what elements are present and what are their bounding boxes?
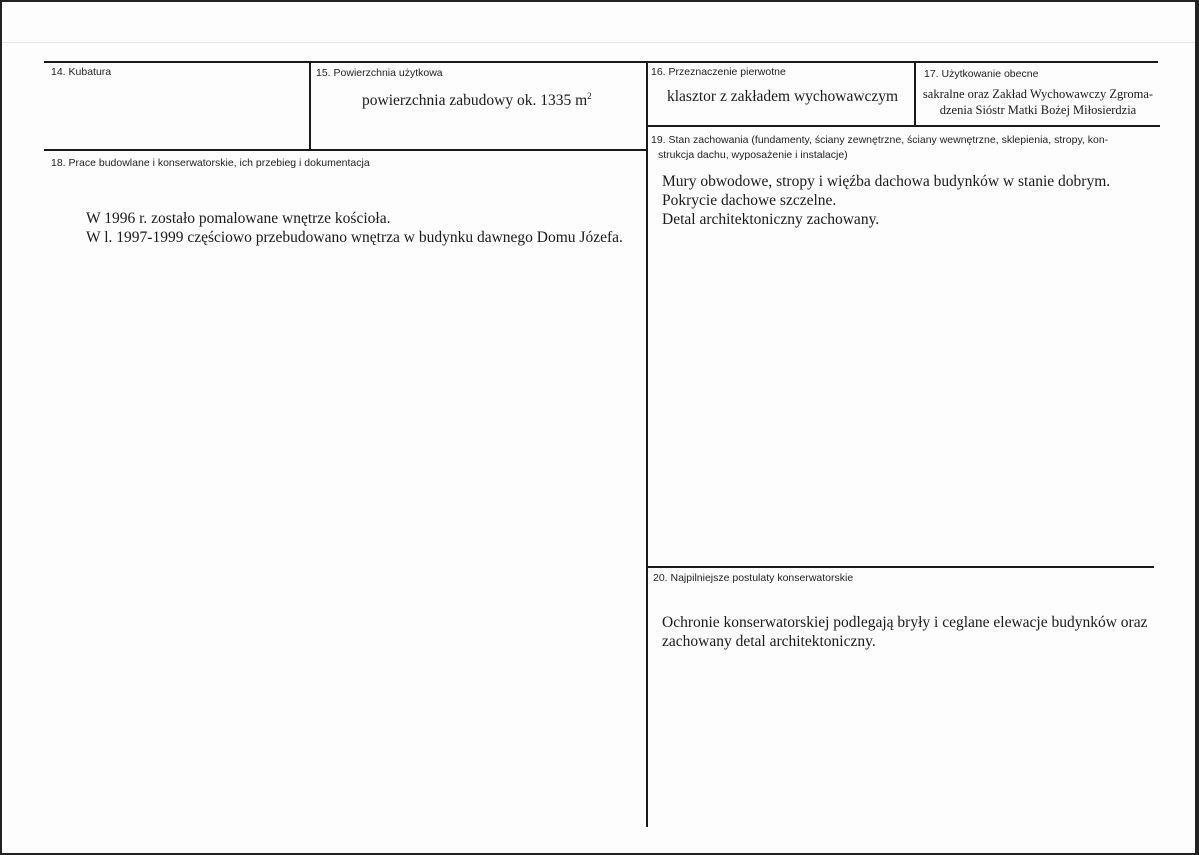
field-20-label: 20. Najpilniejsze postulaty konserwatorskie [653,572,854,584]
field-18-value [86,209,623,247]
field-19-value [662,172,1110,229]
field-19-label-line: 19. Stan zachowania (fundamenty, ściany zewnętrzne, ściany wewnętrzne, sklepienia, stropy, kon- [651,134,1109,146]
rule-above-20 [646,566,1154,568]
field-15-value-superscript: 2 [587,91,592,101]
sheet-fold-line [2,42,1195,43]
field-19-line: Detal architektoniczny zachowany. [662,211,880,228]
divider-16-17 [914,61,916,127]
field-18-line: W 1996 r. zostało pomalowane wnętrze kościoła. [86,210,391,227]
rule-under-14-15 [44,149,648,151]
field-14-label: 14. Kubatura [51,66,112,78]
field-20-line: Ochronie konserwatorskiej podlegają bryły i ceglane elewacje budynków oraz [662,614,1148,631]
field-19-label [651,133,1108,163]
field-15-value [362,91,592,110]
field-15-value-text: powierzchnia zabudowy ok. 1335 m [362,92,588,109]
field-19-line: Pokrycie dachowe szczelne. [662,192,837,209]
field-17-value [918,86,1158,118]
field-16-label: 16. Przeznaczenie pierwotne [651,66,786,78]
top-rule [44,61,1158,63]
field-19-line: Mury obwodowe, stropy i więźba dachowa budynków w stanie dobrym. [662,173,1111,190]
field-15-label: 15. Powierzchnia użytkowa [316,67,443,79]
field-18-label: 18. Prace budowlane i konserwatorskie, ich przebieg i dokumentacja [51,157,370,169]
field-20-line: zachowany detal architektoniczny. [662,633,876,650]
field-20-value [662,613,1147,651]
field-19-label-line: strukcja dachu, wyposażenie i instalacje) [658,149,848,161]
field-16-value: klasztor z zakładem wychowawczym [667,88,899,105]
field-18-line: W l. 1997-1999 częściowo przebudowano wnętrza w budynku dawnego Domu Józefa. [86,229,623,246]
center-divider [646,61,648,827]
field-17-line: sakralne oraz Zakład Wychowawczy Zgroma- [922,87,1154,101]
divider-14-15 [309,61,311,151]
field-17-line: dzenia Sióstr Matki Bożej Miłosierdzia [939,103,1137,117]
rule-under-16-17 [646,125,1160,127]
field-17-label: 17. Użytkowanie obecne [924,68,1039,80]
